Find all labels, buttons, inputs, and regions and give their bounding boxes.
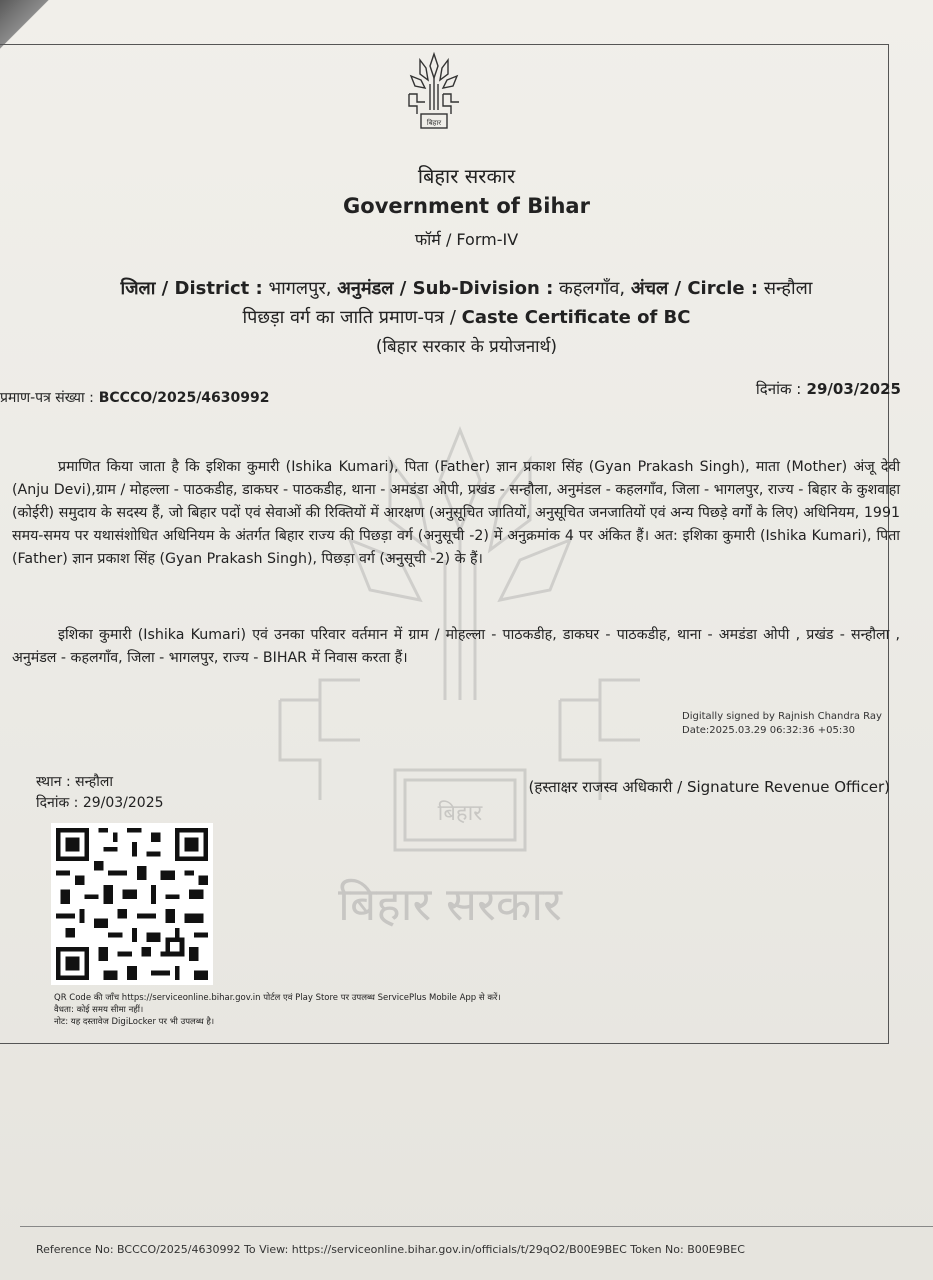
- digital-signature-date: Date:2025.03.29 06:32:36 +05:30: [682, 725, 855, 736]
- certificate-type-english: Caste Certificate of BC: [461, 307, 691, 328]
- purpose-line: (बिहार सरकार के प्रयोजनार्थ): [375, 337, 558, 357]
- english-title: Government of Bihar: [343, 194, 590, 218]
- district-label: जिला / District :: [120, 278, 263, 299]
- issue-date: [756, 379, 901, 399]
- place: स्थान : सन्हौला: [36, 774, 113, 790]
- certificate-type-hindi: पिछड़ा वर्ग का जाति प्रमाण-पत्र /: [242, 307, 462, 328]
- certificate-body-paragraph-1: प्रमाणित किया जाता है कि इशिका कुमारी (Ishika Kumari), पिता (Father) ज्ञान प्रकाश सिंह (Gyan Prakash Singh), माता (Mother) अंजू देवी (Anju Devi),ग्राम / मोहल्ला - पाठकडीह, डाकघर - पाठकडीह, थाना - अमडंडा ओपी, प्रखंड - सन्हौला, अनुमंडल - कहलगाँव, जिला - भागलपुर, राज्य - बिहार के कुशवाहा (कोईरी) समुदाय के सदस्य हैं, जो बिहार पदों एवं सेवाओं की रिक्तियों में आरक्षण (अनुसूचित जातियों, अनुसूचित जनजातियों एवं अन्य पिछड़े वर्गों के लिए) अधिनियम, 1991 समय-समय पर यथासंशोधित अधिनियम के अंतर्गत बिहार राज्य की पिछड़ा वर्ग (अनुसूची -2) में अनुक्रमांक 4 पर अंकित हैं। अत: इशिका कुमारी (Ishika Kumari), पिता (Father) ज्ञान प्रकाश सिंह (Gyan Prakash Singh), पिछड़ा वर्ग (अनुसूची -2) के हैं।: [12, 459, 900, 567]
- hindi-title: बिहार सरकार: [417, 164, 516, 188]
- location-line: [0, 276, 933, 300]
- signature-label: (हस्ताक्षर राजस्व अधिकारी / Signature Revenue Officer): [528, 778, 890, 796]
- district-value: भागलपुर,: [262, 278, 338, 299]
- circle-label: अंचल / Circle :: [630, 278, 759, 299]
- bihar-emblem-icon: [405, 48, 463, 132]
- qr-note-digilocker: नोट: यह दस्तावेज DigiLocker पर भी उपलब्ध है।: [54, 1017, 215, 1027]
- reference-line: Reference No: BCCCO/2025/4630992 To View: https://serviceonline.bihar.gov.in/officials/t/29qO2/B00E9BEC Token No: B00E9BEC: [36, 1243, 745, 1256]
- footer-divider: [20, 1226, 933, 1227]
- place-date-block: [36, 772, 164, 814]
- watermark-text: बिहार सरकार: [338, 877, 562, 931]
- issue-date-label: दिनांक :: [755, 380, 802, 398]
- certificate-body-paragraph-2: इशिका कुमारी (Ishika Kumari) एवं उनका परिवार वर्तमान में ग्राम / मोहल्ला - पाठकडीह, डाकघर - पाठकडीह, थाना - अमडंडा ओपी , प्रखंड - सन्हौला , अनुमंडल - कहलगाँव, जिला - भागलपुर, राज्य - BIHAR में निवास करता हैं।: [12, 627, 900, 666]
- subdivision-label: अनुमंडल / Sub-Division :: [337, 278, 554, 299]
- footer-date: दिनांक : 29/03/2025: [36, 795, 164, 811]
- qr-note-verify: QR Code की जाँच https://serviceonline.bihar.gov.in पोर्टल एवं Play Store पर उपलब्ध ServicePlus Mobile App से करें।: [54, 993, 501, 1003]
- certificate-type: [0, 305, 933, 329]
- certificate-number-value: BCCCO/2025/4630992: [93, 390, 270, 406]
- qr-code-icon[interactable]: [47, 823, 217, 985]
- digital-signature-block: [682, 710, 882, 738]
- subdivision-value: कहलगाँव,: [553, 278, 631, 299]
- digital-signature-signer: Digitally signed by Rajnish Chandra Ray: [682, 711, 882, 722]
- watermark-emblem-label: बिहार: [437, 801, 483, 826]
- issue-date-value: 29/03/2025: [801, 380, 901, 398]
- emblem-label: बिहार: [426, 119, 442, 127]
- certificate-number-label: प्रमाण-पत्र संख्या :: [0, 390, 94, 406]
- certificate-number: [0, 388, 270, 407]
- qr-note-validity: वैधता: कोई समय सीमा नहीं।: [54, 1005, 144, 1015]
- qr-notes: [54, 992, 501, 1028]
- form-number: फॉर्म / Form-IV: [414, 230, 519, 249]
- circle-value: सन्हौला: [758, 278, 813, 299]
